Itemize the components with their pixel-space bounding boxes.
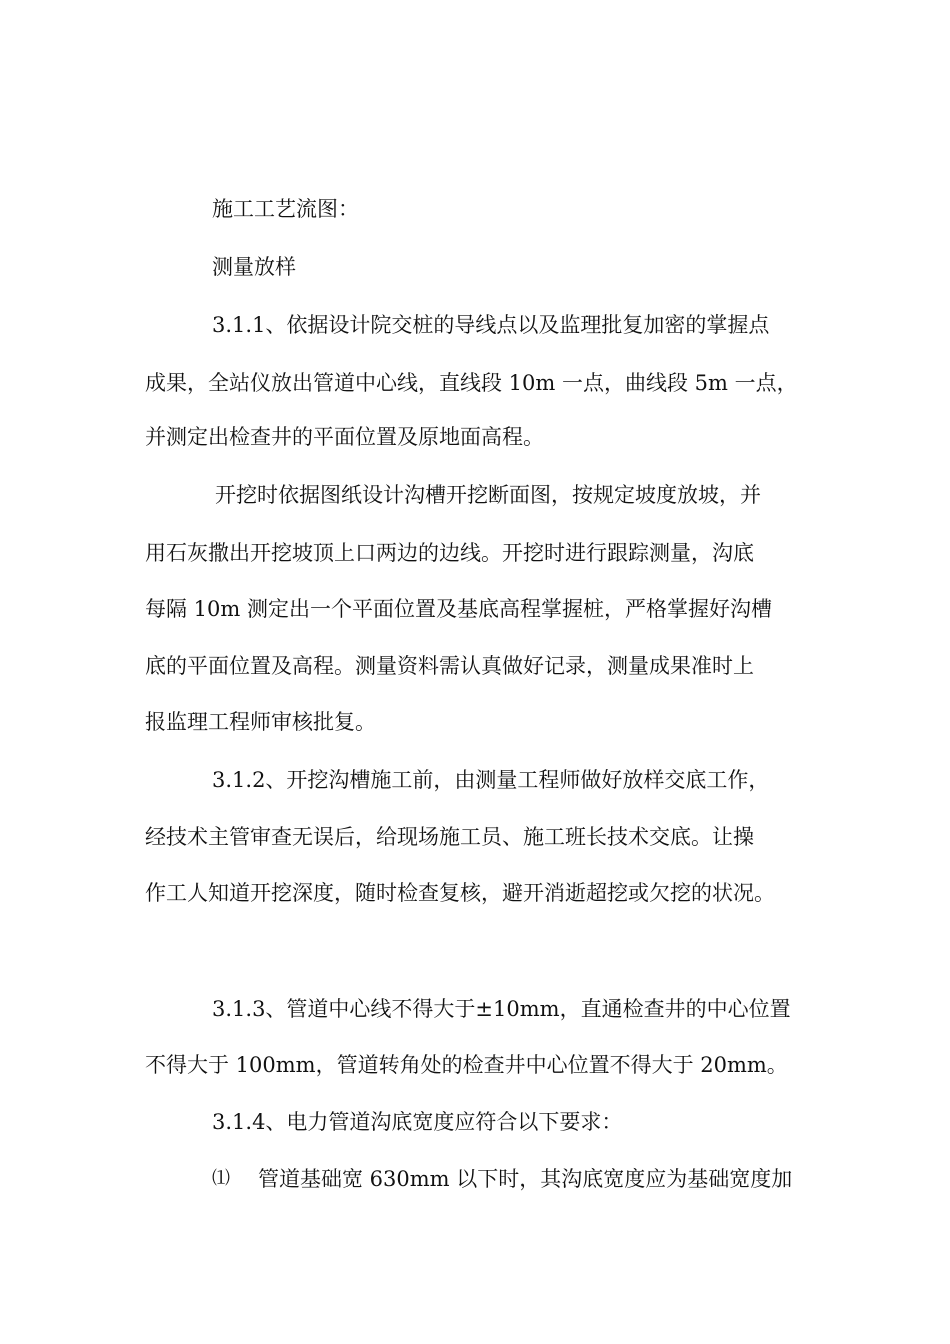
paragraph-excavation-line-5: 报监理工程师审核批复。 [145, 710, 376, 734]
paragraph-313-line-2: 不得大于 100mm，管道转角处的检查井中心位置不得大于 20mm。 [145, 1053, 788, 1077]
paragraph-312-line-1: 3.1.2、开挖沟槽施工前，由测量工程师做好放样交底工作， [212, 768, 770, 792]
paragraph-312-line-3: 作工人知道开挖深度，随时检查复核，避开消逝超挖或欠挖的状况。 [145, 881, 775, 905]
paragraph-excavation-line-3: 每隔 10m 测定出一个平面位置及基底高程掌握桩，严格掌握好沟槽 [145, 597, 772, 621]
paragraph-excavation-line-4: 底的平面位置及高程。测量资料需认真做好记录，测量成果准时上 [145, 654, 754, 678]
paragraph-311-line-3: 并测定出检查井的平面位置及原地面高程。 [145, 425, 544, 449]
paragraph-excavation-line-1: 开挖时依据图纸设计沟槽开挖断面图，按规定坡度放坡，并 [215, 483, 761, 507]
paragraph-311-line-2: 成果，全站仪放出管道中心线，直线段 10m 一点，曲线段 5m 一点， [145, 371, 798, 395]
list-item-1-text: 管道基础宽 630mm 以下时，其沟底宽度应为基础宽度加 [258, 1167, 793, 1191]
paragraph-312-line-2: 经技术主管审查无误后，给现场施工员、施工班长技术交底。让操 [145, 825, 754, 849]
paragraph-311-line-1: 3.1.1、依据设计院交桩的导线点以及监理批复加密的掌握点 [212, 313, 770, 337]
paragraph-313-line-1: 3.1.3、管道中心线不得大于±10mm，直通检查井的中心位置 [212, 997, 791, 1021]
list-item-1-marker: ⑴ [212, 1168, 230, 1189]
heading-survey-layout: 测量放样 [212, 255, 296, 279]
heading-process-flow: 施工工艺流图： [212, 197, 359, 221]
paragraph-excavation-line-2: 用石灰撒出开挖坡顶上口两边的边线。开挖时进行跟踪测量，沟底 [145, 541, 754, 565]
paragraph-314: 3.1.4、电力管道沟底宽度应符合以下要求： [212, 1110, 623, 1134]
